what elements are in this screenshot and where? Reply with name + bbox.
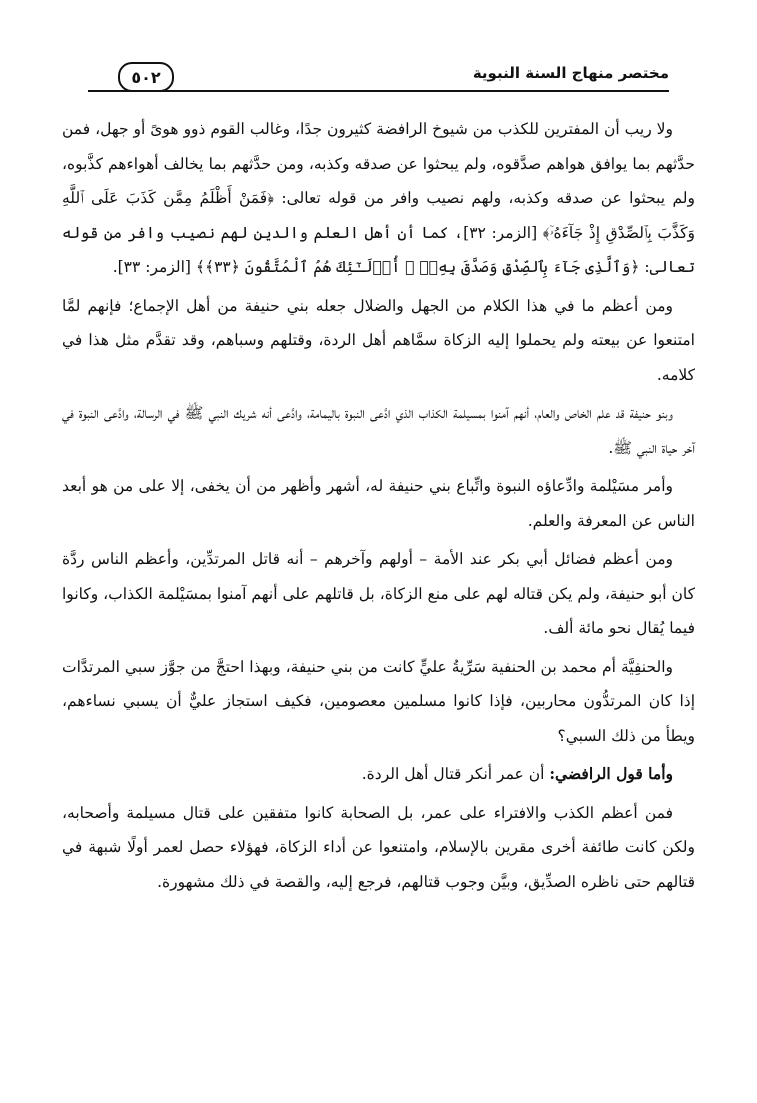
paragraph — [62, 650, 695, 754]
paragraph-lead: وأما قول الرافضي: — [549, 764, 673, 783]
page-header — [88, 52, 669, 96]
body-text — [62, 112, 695, 903]
paragraph-text: أن عمر أنكر قتال أهل الردة. — [361, 765, 550, 783]
paragraph — [62, 112, 695, 285]
page-number: ٥٠٢ — [118, 62, 174, 92]
paragraph-text: والحنفِيَّة أم محمد بن الحنفية سَرِّيةُ عليٍّ كانت من بني حنيفة، وبهذا احتجَّ من جوَّز سبي المرتدَّات إذا كان المرتدُّون محاربين، فإذا كانوا مسلمين معصومين، فكيف استجاز عليٌّ أن يسبي نساءهم، ويطأ من ذلك السبي؟ — [62, 657, 695, 745]
paragraph-text: ولا ريب أن المفترين للكذب من شيوخ الرافضة كثيرون جدًا، وغالب القوم ذوو هوىً أو جهل، فمن حدَّثهم بما يوافق هواهم صدَّقوه، ولم يبحثوا عن صدقه وكذبه، ومن حدَّثهم بما يخالف أهواءهم كذَّبوه، ولم يبحثوا عن صدقه وكذبه، ولهم نصيب وافر من قوله تعالى: ﴿فَمَنْ أَظْلَمُ مِمَّن كَذَبَ عَلَى ٱللَّهِ وَكَذَّبَ بِٱلصِّدْقِ إِذْ جَآءَهُۥٓ﴾ [الزمر: ٣٢]، كما أن أهل العلم والدين لهم نصيب وافر من قوله تعالى: ﴿وَٱلَّذِى جَآءَ بِٱلصِّدْقِ وَصَدَّقَ بِهِۦٓ ۙ أُو۟لَـٰٓئِكَ هُمُ ٱلْمُتَّقُونَ ﴿٣٣﴾﴾ [الزمر: ٣٣]. — [62, 120, 695, 276]
paragraph-text: وبنو حنيفة قد علم الخاص والعام، أنهم آمنوا بمسيلمة الكذاب الذي ادَّعى النبوة باليمامة، وادَّعى أنه شريك النبي ﷺ في الرسالة، وادَّعى النبوة في آخر حياة النبي ﷺ. — [62, 404, 695, 457]
paragraph-text: وأمر مسَيْلمة وادِّعاؤه النبوة واتِّباع بني حنيفة له، أشهر وأظهر من أن يخفى، إلا على من هو أبعد الناس عن المعرفة والعلم. — [62, 477, 695, 530]
paragraph — [62, 542, 695, 646]
paragraph-text: ومن أعظم فضائل أبي بكر عند الأمة – أولهم وآخرهم – أنه قاتل المرتدِّين، وأعظم الناس ردَّة كان أبو حنيفة، ولم يكن قتاله لهم على منع الزكاة، بل قاتلهم على أنهم آمنوا بمسَيْلمة الكذاب، وكانوا فيما يُقال نحو مائة ألف. — [62, 550, 695, 637]
paragraph — [62, 289, 695, 393]
paragraph — [62, 757, 695, 792]
header-rule — [88, 90, 669, 92]
book-title: مختصر منهاج السنة النبوية — [472, 64, 669, 82]
paragraph-text: فمن أعظم الكذب والافتراء على عمر، بل الصحابة كانوا متفقين على قتال مسيلمة وأصحابه، ولكن كانت طائفة أخرى مقرين بالإسلام، وامتنعوا عن أداء الزكاة، فهؤلاء حصل لعمر أولًا شبهة في قتالهم حتى ناظره الصدِّيق، وبيَّن وجوب قتالهم، فرجع إليه، والقصة في ذلك مشهورة. — [62, 803, 695, 891]
paragraph — [62, 469, 695, 538]
paragraph — [62, 796, 695, 900]
paragraph — [62, 396, 695, 465]
paragraph-text: ومن أعظم ما في هذا الكلام من الجهل والضلال جعله بني حنيفة من أهل الإجماع؛ فإنهم لمَّا امتنعوا عن بيعته ولم يحملوا إليه الزكاة سمَّاهم أهل الردة، وقتلهم وسباهم، وقد تقدَّم مثل هذا في كلامه. — [62, 296, 695, 384]
